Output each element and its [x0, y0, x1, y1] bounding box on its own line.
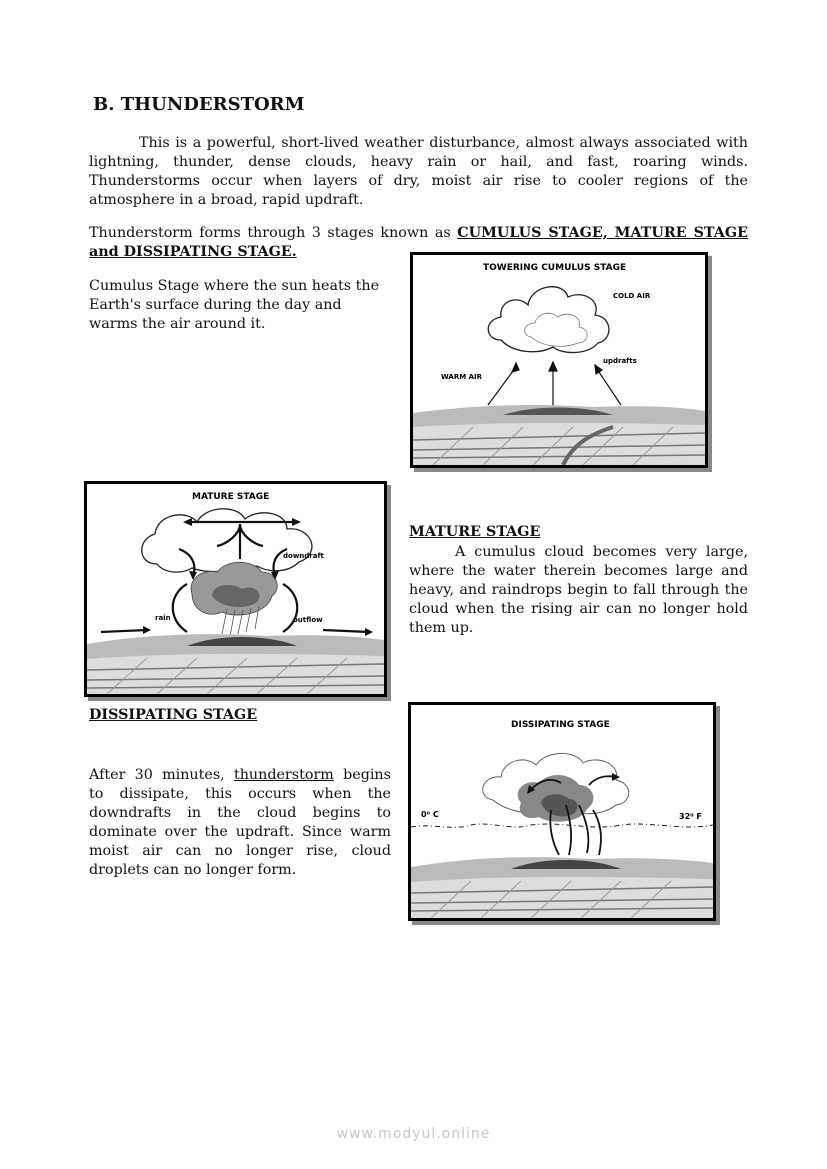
landscape-icon: [413, 405, 705, 465]
downdraft-label: downdraft: [283, 552, 324, 560]
mature-paragraph: A cumulus cloud becomes very large, where the water therein becomes large and heavy, and raindrops begin to fall through the cloud when the rising air can no longer hold them up.: [409, 544, 748, 636]
landscape-icon: [87, 634, 384, 694]
mature-figure-title: MATURE STAGE: [192, 492, 270, 502]
intro-paragraph: This is a powerful, short-lived weather disturbance, almost always associated with lightning, thunder, dense clouds, heavy rain or hail, and fast, roaring winds. Thunderstorms occur when layers of dry, moist air rise to cooler regions of the atmosphere in a broad, rapid updraft.: [89, 135, 748, 208]
stages-list: CUMULUS STAGE, MATURE STAGE and DISSIPATING STAGE.: [89, 225, 748, 260]
cumulus-figure-title: TOWERING CUMULUS STAGE: [483, 263, 627, 273]
cold-air-label: COLD AIR: [613, 292, 651, 300]
cumulus-cloud-icon: [488, 287, 609, 353]
landscape-icon: [411, 857, 713, 918]
dissipating-stage-figure: [408, 702, 716, 921]
fahrenheit-label: 32⁰ F: [679, 812, 702, 821]
storm-cloud-icon: [142, 509, 312, 615]
page-title: B. THUNDERSTORM: [93, 94, 305, 115]
warm-air-label: WARM AIR: [441, 373, 483, 381]
footer-watermark: www.modyul.online: [336, 1126, 491, 1142]
thunderstorm-term: thunderstorm: [233, 767, 334, 783]
celsius-label: 0⁰ C: [421, 810, 439, 819]
dissipating-paragraph: [89, 766, 391, 880]
dissipating-figure-title: DISSIPATING STAGE: [511, 720, 610, 730]
dissipating-text-before: After 30 minutes,: [89, 767, 234, 783]
cumulus-paragraph: Cumulus Stage where the sun heats the Earth's surface during the day and warms the air around it.: [89, 278, 380, 332]
cumulus-stage-figure: [410, 252, 708, 468]
updraft-arrows-icon: [488, 362, 621, 407]
rain-label: rain: [155, 614, 171, 622]
mature-stage-heading: MATURE STAGE: [409, 524, 541, 540]
dissipating-cloud-icon: [483, 753, 629, 821]
updrafts-label: updrafts: [603, 357, 637, 365]
outflow-label: outflow: [293, 616, 323, 624]
dissipating-stage-heading: DISSIPATING STAGE: [89, 707, 258, 723]
dissipating-text-after: begins to dissipate, this occurs when the downdrafts in the cloud begins to dominate over the updraft. Since warm moist air can no longer rise, cloud droplets can no longer form.: [89, 767, 391, 878]
stages-intro-prefix: Thunderstorm forms through 3 stages known as: [89, 225, 458, 241]
freezing-level-line: [411, 824, 713, 827]
mature-stage-figure: [84, 481, 387, 697]
